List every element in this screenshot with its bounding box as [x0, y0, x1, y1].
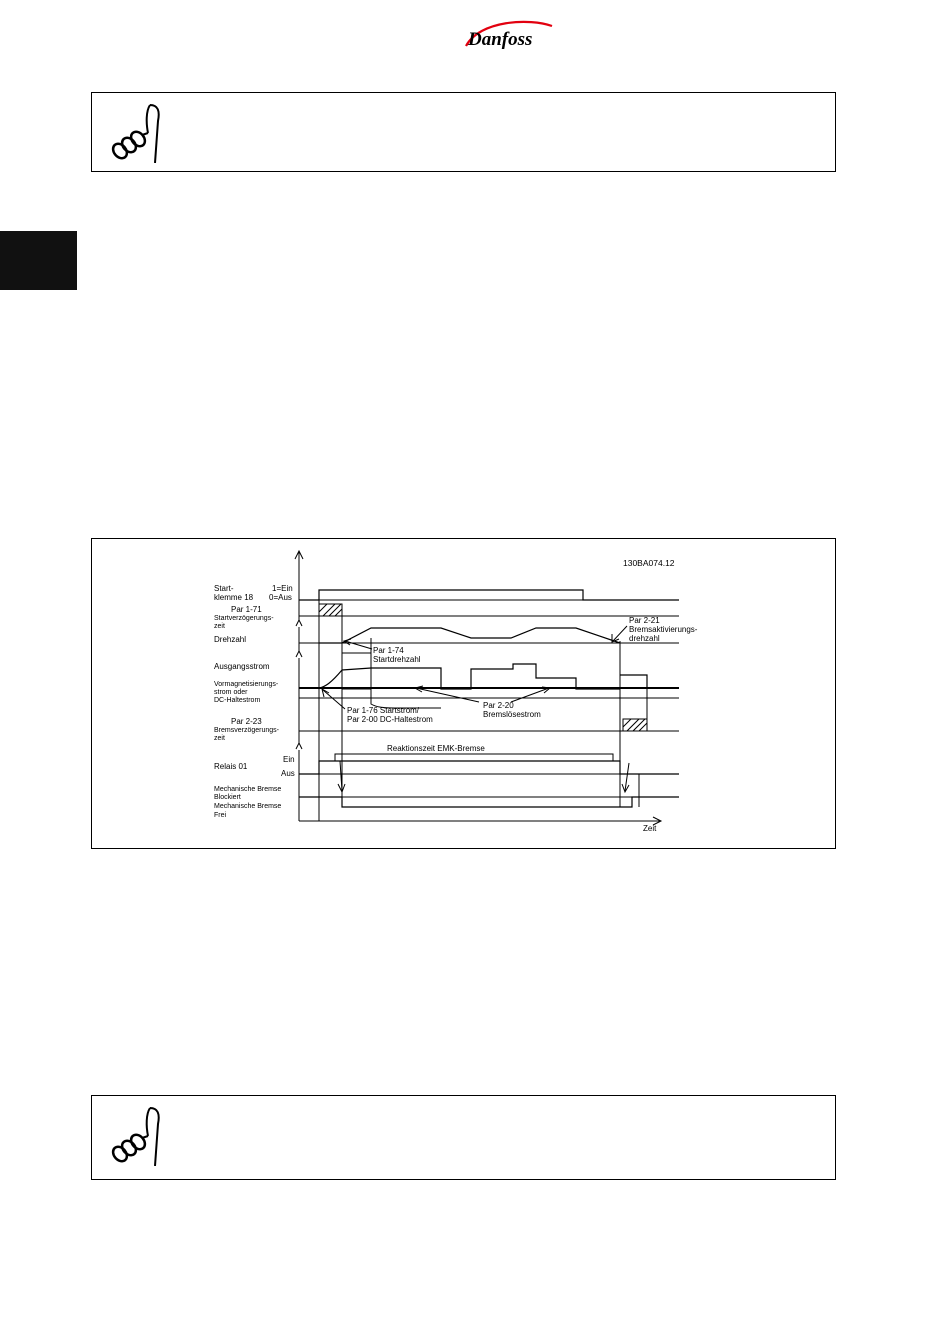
- speed-curve: [319, 628, 620, 643]
- label-output-current: Ausgangsstrom: [214, 662, 270, 671]
- note-box-top: [91, 92, 836, 172]
- label-brake-act-2: drehzahl: [629, 634, 660, 643]
- mechanical-brake-timing-diagram: [91, 538, 836, 849]
- label-premag-3: DC-Haltestrom: [214, 697, 261, 704]
- label-brake-delay-2: zeit: [214, 735, 225, 742]
- logo-wordmark: Danfoss: [468, 29, 533, 50]
- leader-par-174: [345, 641, 372, 649]
- mechanical-brake-signal: [299, 797, 679, 807]
- chapter-tab: [0, 231, 77, 290]
- label-mech-brake-1: Mechanische Bremse: [214, 786, 282, 793]
- leader-par-220-b: [511, 688, 549, 702]
- label-mech-blocked: Blockiert: [214, 794, 241, 801]
- danfoss-logo: [460, 16, 556, 52]
- current-hold-after: [620, 675, 679, 688]
- start-terminal-signal: [299, 590, 679, 600]
- emk-bracket: [335, 754, 613, 761]
- label-start-speed: Startdrehzahl: [373, 655, 421, 664]
- label-premag-1: Vormagnetisierungs-: [214, 681, 279, 688]
- label-par-200: Par 2-00 DC-Haltestrom: [347, 715, 433, 724]
- label-on-state: 1=Ein: [272, 584, 293, 593]
- label-start-terminal-1: Start-: [214, 584, 234, 593]
- label-par-221: Par 2-21: [629, 616, 660, 625]
- relay-signal: [299, 761, 679, 774]
- label-start-terminal-2: klemme 18: [214, 593, 254, 602]
- output-current-curve: [319, 664, 620, 689]
- label-premag-2: strom oder: [214, 689, 248, 696]
- label-relay-ein: Ein: [283, 755, 295, 764]
- label-relay-aus: Aus: [281, 769, 295, 778]
- note-box-bottom: [91, 1095, 836, 1180]
- label-par-176: Par 1-76 Startstrom/: [347, 706, 420, 715]
- label-mech-free: Frei: [214, 812, 227, 819]
- label-mech-brake-2: Mechanische Bremse: [214, 803, 282, 810]
- label-start-delay-1: Startverzögerungs-: [214, 615, 274, 622]
- label-off-state: 0=Aus: [269, 593, 292, 602]
- start-current-rect: [342, 653, 371, 689]
- timing-diagram-svg: [92, 539, 837, 850]
- figure-code: 130BA074.12: [623, 558, 675, 568]
- label-speed: Drehzahl: [214, 635, 247, 644]
- label-start-delay-2: zeit: [214, 623, 225, 630]
- label-brake-act-1: Bremsaktivierungs-: [629, 625, 698, 634]
- leader-par-220-a: [416, 688, 479, 702]
- label-emk-reaction: Reaktionszeit EMK-Bremse: [387, 744, 485, 753]
- label-brake-delay-1: Bremsverzögerungs-: [214, 727, 279, 734]
- label-par-171: Par 1-71: [231, 605, 262, 614]
- label-par-223: Par 2-23: [231, 717, 262, 726]
- label-par-174: Par 1-74: [373, 646, 404, 655]
- leader-par-221: [613, 626, 627, 641]
- label-relay: Relais 01: [214, 762, 248, 771]
- note-hand-icon: [108, 1104, 160, 1166]
- note-hand-icon: [108, 101, 160, 163]
- label-par-220: Par 2-20: [483, 701, 514, 710]
- label-brake-release: Bremslösestrom: [483, 710, 541, 719]
- label-time: Zeit: [643, 824, 657, 833]
